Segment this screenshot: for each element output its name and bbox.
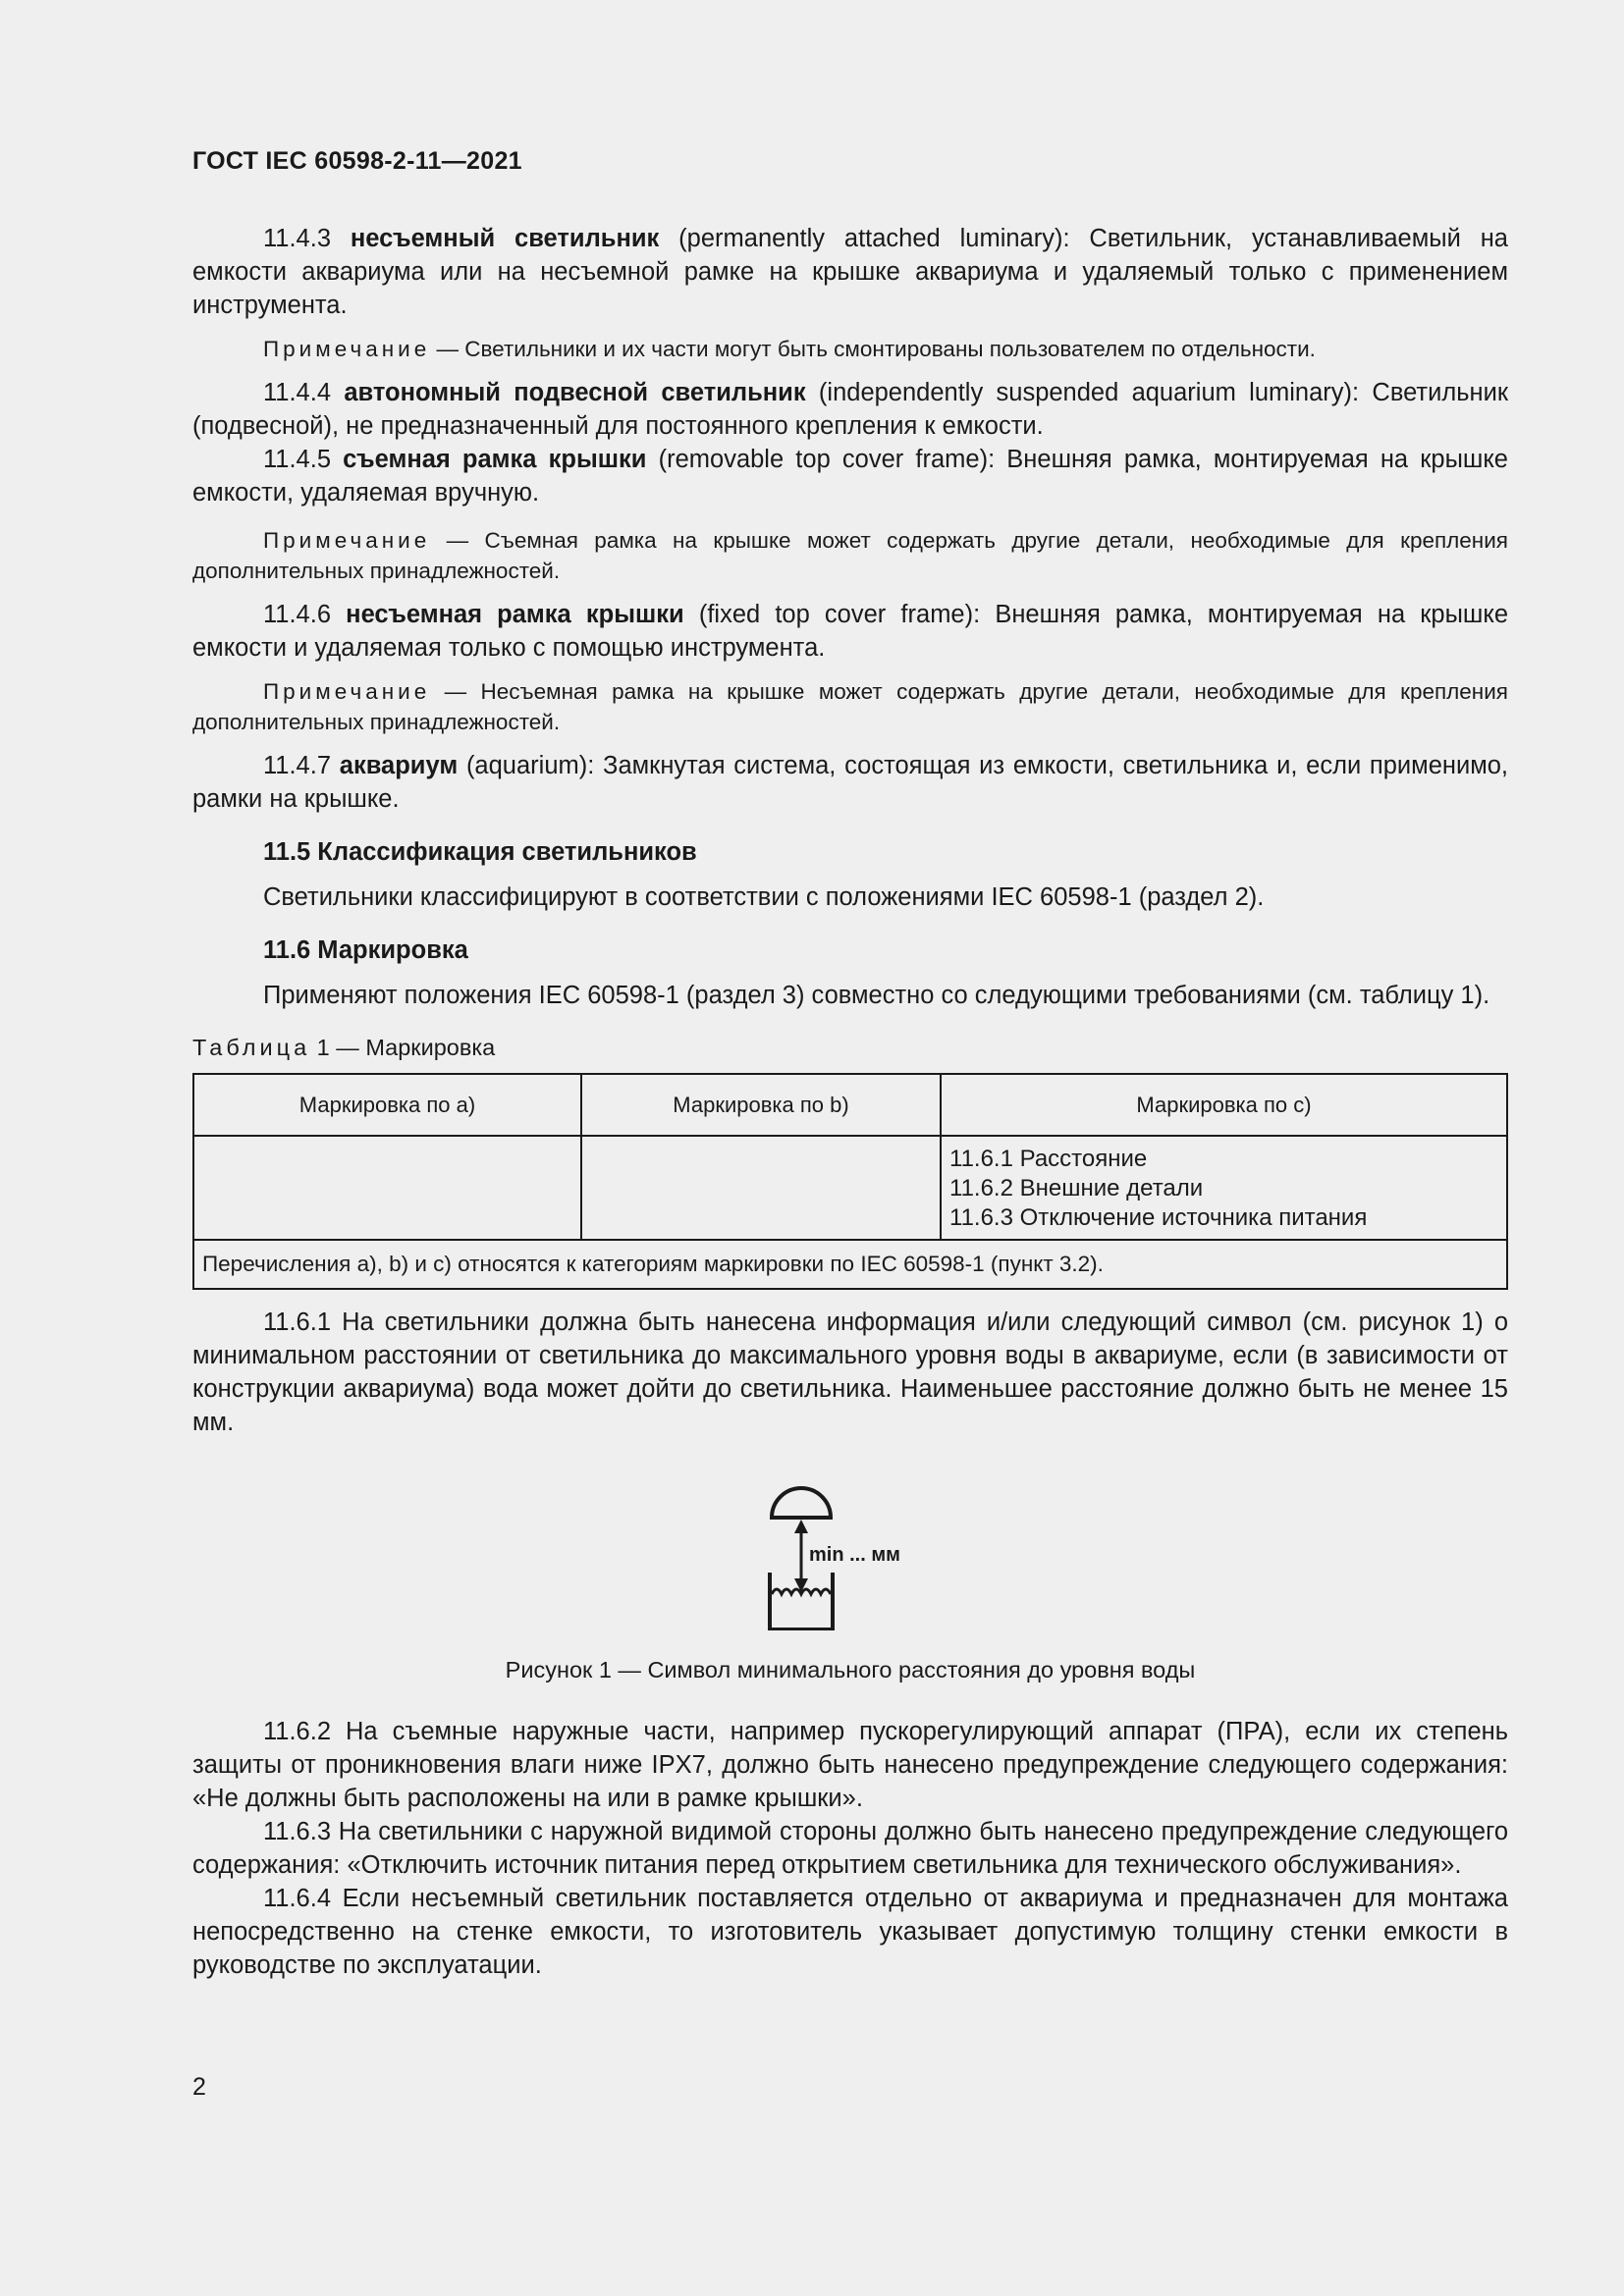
note-label: Примечание — [263, 679, 431, 704]
note-text: — Светильники и их части могут быть смонтированы пользователем по отдельности. — [430, 337, 1316, 361]
section-heading-11-6: 11.6 Маркировка — [263, 936, 468, 964]
clause-text: (aquarium): Замкнутая система, состоящая из емкости, светильника и, если применимо, рамки на крышке. — [192, 752, 1509, 813]
figure-1 — [192, 1459, 1508, 1650]
luminaire-dome-icon — [772, 1488, 831, 1518]
clause-term: аквариум — [339, 752, 459, 779]
note-text: — Съемная рамка на крышке может содержать другие детали, необходимые для крепления дополнительных принадлежностей. — [192, 528, 1508, 583]
clause-11-6-3: 11.6.3 На светильники с наружной видимой стороны должно быть нанесено предупреждение следующего содержания: «Отключить источник питания перед открытием светильника для технического обслуживания». — [192, 1818, 1508, 1879]
clause-11-4-4 — [192, 376, 1508, 443]
marking-table — [192, 1073, 1508, 1290]
figure-label: min ... мм — [809, 1544, 900, 1566]
section-text-11-5: Светильники классифицируют в соответствии с положениями IEC 60598-1 (раздел 2). — [263, 883, 1265, 911]
clause-number: 11.4.3 — [263, 225, 332, 252]
table-caption — [192, 1032, 1508, 1063]
clause-term: несъемная рамка крышки — [346, 601, 684, 628]
note-label: Примечание — [263, 528, 431, 553]
clause-term: несъемный светильник — [350, 225, 660, 252]
section-text-11-6: Применяют положения IEC 60598-1 (раздел 3) совместно со следующими требованиями (см. таблицу 1). — [263, 982, 1490, 1009]
clause-11-4-7 — [192, 749, 1508, 816]
arrow-head-up — [794, 1520, 808, 1533]
note-2 — [192, 525, 1508, 586]
water-distance-symbol — [762, 1459, 958, 1630]
clause-text: (independently suspended aquarium luminary): Светильник (подвесной), не предназначенный для постоянного крепления к емкости. — [192, 379, 1508, 440]
figure-caption: Рисунок 1 — Символ минимального расстояния до уровня воды — [505, 1657, 1196, 1682]
marking-list — [949, 1137, 1498, 1233]
page-content — [192, 222, 1508, 1982]
table-caption-text: 1 — Маркировка — [310, 1035, 496, 1060]
clause-11-4-6 — [192, 598, 1508, 665]
clause-11-4-3 — [192, 222, 1508, 322]
list-item: 11.6.1 Расстояние — [949, 1146, 1148, 1172]
document-header: ГОСТ IEC 60598-2-11—2021 — [192, 147, 522, 175]
clause-text: (removable top cover frame): Внешняя рамка, монтируемая на крышке емкости, удаляемая вручную. — [192, 446, 1508, 507]
clause-number: 11.4.6 — [263, 601, 332, 628]
table-cell-c — [941, 1136, 1507, 1240]
note-label: Примечание — [263, 337, 431, 361]
section-heading-11-5: 11.5 Классификация светильников — [263, 838, 697, 866]
table-header-row — [193, 1074, 1507, 1136]
table-cell-a — [193, 1136, 581, 1240]
note-3 — [192, 676, 1508, 737]
clause-text: (fixed top cover frame): Внешняя рамка, монтируемая на крышке емкости и удаляемая только с помощью инструмента. — [192, 601, 1509, 662]
table-footnote-row — [193, 1240, 1507, 1289]
note-1 — [192, 334, 1508, 364]
clause-11-6-2: 11.6.2 На съемные наружные части, например пускорегулирующий аппарат (ПРА), если их степень защиты от проникновения влаги ниже IPX7, должно быть нанесено предупреждение следующего содержания: «Не должны быть расположены на или в рамке крышки». — [192, 1718, 1508, 1812]
clause-number: 11.4.7 — [263, 752, 332, 779]
clause-text: (permanently attached luminary): Светильник, устанавливаемый на емкости аквариума или на несъемной рамке на крышке аквариума и удаляемый только с применением инструмента. — [192, 225, 1508, 319]
clause-11-4-5 — [192, 443, 1508, 509]
clause-11-6-4: 11.6.4 Если несъемный светильник поставляется отдельно от аквариума и предназначен для монтажа непосредственно на стенке емкости, то изготовитель указывает допустимую толщину стенки емкости в руководстве по эксплуатации. — [192, 1885, 1508, 1979]
list-item: 11.6.2 Внешние детали — [949, 1175, 1204, 1201]
clause-number: 11.4.4 — [263, 379, 332, 406]
clause-number: 11.4.5 — [263, 446, 332, 473]
clause-11-6-1: 11.6.1 На светильники должна быть нанесена информация и/или следующий символ (см. рисунок 1) о минимальном расстоянии от светильника до максимального уровня воды в аквариуме, если (в зависимости от конструкции аквариума) вода может дойти до светильника. Наименьшее расстояние должно быть не менее 15 мм. — [192, 1308, 1508, 1436]
clause-term: автономный подвесной светильник — [344, 379, 806, 406]
note-text: — Несъемная рамка на крышке может содержать другие детали, необходимые для крепления дополнительных принадлежностей. — [192, 679, 1508, 734]
table-row — [193, 1136, 1507, 1240]
table-cell-b — [581, 1136, 941, 1240]
table-header-c: Маркировка по c) — [941, 1074, 1507, 1136]
clause-term: съемная рамка крышки — [343, 446, 647, 473]
table-footnote: Перечисления a), b) и c) относятся к категориям маркировки по IEC 60598-1 (пункт 3.2). — [193, 1240, 1507, 1289]
list-item: 11.6.3 Отключение источника питания — [949, 1204, 1368, 1231]
page-number: 2 — [192, 2073, 206, 2101]
table-header-b: Маркировка по b) — [581, 1074, 941, 1136]
table-caption-label: Таблица — [192, 1035, 311, 1060]
table-header-a: Маркировка по a) — [193, 1074, 581, 1136]
